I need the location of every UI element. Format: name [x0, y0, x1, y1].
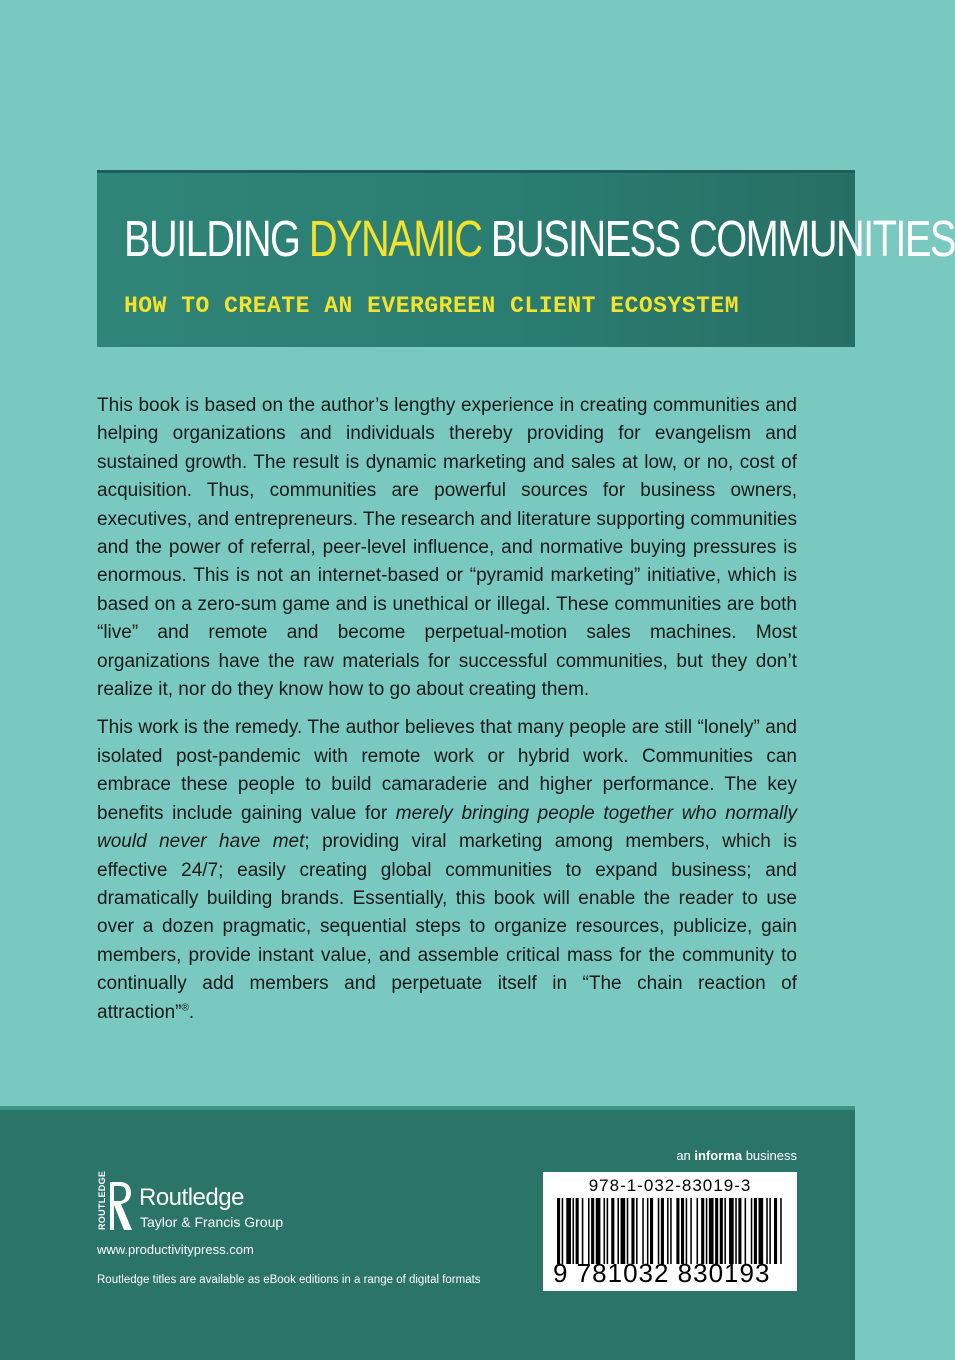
barcode-bar	[670, 1198, 672, 1264]
footer-band	[0, 1110, 855, 1360]
barcode-bar	[576, 1198, 579, 1264]
barcode-bar	[607, 1198, 609, 1264]
barcode-bar	[754, 1198, 757, 1264]
barcode-bar	[627, 1198, 629, 1264]
barcode-bar	[729, 1198, 734, 1264]
barcode-bar	[631, 1198, 634, 1264]
barcode-bar	[566, 1198, 571, 1264]
barcode-bar	[667, 1198, 669, 1264]
barcode-bar	[697, 1198, 699, 1264]
registered-mark: ®	[181, 1002, 189, 1014]
barcode-bar	[706, 1198, 708, 1264]
barcode-bar	[642, 1198, 644, 1264]
publisher-logo	[97, 1170, 297, 1236]
barcode-bar	[766, 1198, 768, 1264]
barcode-bar	[573, 1198, 575, 1264]
barcode-bar	[588, 1198, 590, 1264]
isbn-text: 978-1-032-83019-3	[588, 1176, 752, 1195]
barcode-bar	[604, 1198, 606, 1264]
barcode-bar	[724, 1198, 726, 1264]
barcode-bar	[745, 1198, 747, 1264]
barcode-bar	[686, 1198, 688, 1264]
informa-suffix: business	[742, 1148, 797, 1163]
publisher-name: Routledge	[139, 1184, 244, 1211]
informa-prefix: an	[676, 1148, 695, 1163]
barcode-bar	[759, 1198, 764, 1264]
barcode-bar	[650, 1198, 653, 1264]
title-band	[97, 170, 955, 347]
blurb-p2-italic: merely bringing people together who normally would never have met	[97, 802, 797, 853]
blurb-p2-final: .	[188, 1001, 195, 1023]
barcode-bar	[715, 1198, 718, 1264]
barcode-bar	[611, 1198, 614, 1264]
barcode-bar	[661, 1198, 664, 1264]
barcode-bar	[621, 1198, 626, 1264]
barcode-bar	[769, 1198, 771, 1264]
barcode-bar	[591, 1198, 594, 1264]
blurb-paragraph-1: This book is based on the author’s lengthy experience in creating communities and helping organizations and individuals thereby providing for evangelism and sustained growth. The result is dynamic marketing and sales at low, or no, cost of acquisition. Thus, communities are powerful sources for business owners, executives, and entrepreneurs. The research and literature supporting communities and the power of referral, peer-level influence, and normative buying pressures is enormous. This is not an internet-based or “pyramid marketing” initiative, which is based on a zero-sum game and is unethical or illegal. These communities are both “live” and remote and become perpetual-motion sales machines. Most organizations have the raw materials for successful communities, but they don’t realize it, nor do they know how to go about creating them.	[97, 395, 797, 701]
barcode-bar	[658, 1198, 660, 1264]
ebook-note: Routledge titles are available as eBook editions in a range of digital formats	[97, 1274, 481, 1286]
blurb-p2-start: This work is the remedy. The author believes that many people are still “lonely” and isolated post-pandemic with remote work or hybrid work. Communities can embrace these people to build camaraderie and higher performance. The key benefits include gaining value for	[97, 717, 797, 824]
barcode-bar	[557, 1198, 560, 1264]
barcode-bar	[735, 1198, 737, 1264]
publisher-website[interactable]: www.productivitypress.com	[97, 1242, 254, 1257]
publisher-vertical-text: ROUTLEDGE	[97, 1170, 107, 1230]
barcode-bar	[596, 1198, 601, 1264]
barcode-bar	[636, 1198, 638, 1264]
barcode-bar	[720, 1198, 723, 1264]
blurb-paragraph-2	[97, 714, 797, 1026]
barcode-bar	[751, 1198, 753, 1264]
routledge-r-icon	[107, 1180, 133, 1232]
barcode-bar	[690, 1198, 692, 1264]
isbn-digits: 9 781032 830193	[553, 1258, 771, 1288]
publisher-group: Taylor & Francis Group	[140, 1214, 284, 1230]
barcode-bar	[681, 1198, 684, 1264]
barcode-bar	[738, 1198, 741, 1264]
barcode-bar	[701, 1198, 704, 1264]
informa-tagline	[676, 1148, 797, 1163]
barcode-bar	[617, 1198, 619, 1264]
barcode-bar	[647, 1198, 649, 1264]
informa-word: informa	[694, 1148, 743, 1163]
barcode-bars	[557, 1198, 783, 1264]
barcode-bar	[780, 1198, 782, 1264]
barcode-bar	[709, 1198, 714, 1264]
back-cover-blurb	[97, 392, 797, 1037]
isbn-barcode	[543, 1172, 797, 1291]
title-part-1: BUILDING	[124, 210, 309, 267]
blurb-p2-end: ; providing viral marketing among members, which is effective 24/7; easily creating global communities to expand business; and dramatically building brands. Essentially, this book will enable the reader to use over a dozen pragmatic, sequential steps to organize resources, publicize, gain members, provide instant value, and assemble critical mass for the community to continually add members and perpetuate itself in “The chain reaction of attraction”	[97, 831, 797, 1023]
book-subtitle: HOW TO CREATE AN EVERGREEN CLIENT ECOSYSTEM	[124, 293, 739, 319]
barcode-bar	[676, 1198, 679, 1264]
barcode-bar	[562, 1198, 564, 1264]
barcode-bar	[582, 1198, 584, 1264]
title-part-2: BUSINESS COMMUNITIES	[481, 210, 955, 267]
barcode-bar	[774, 1198, 777, 1264]
book-title	[124, 209, 955, 268]
title-accent-word: DYNAMIC	[308, 210, 482, 267]
